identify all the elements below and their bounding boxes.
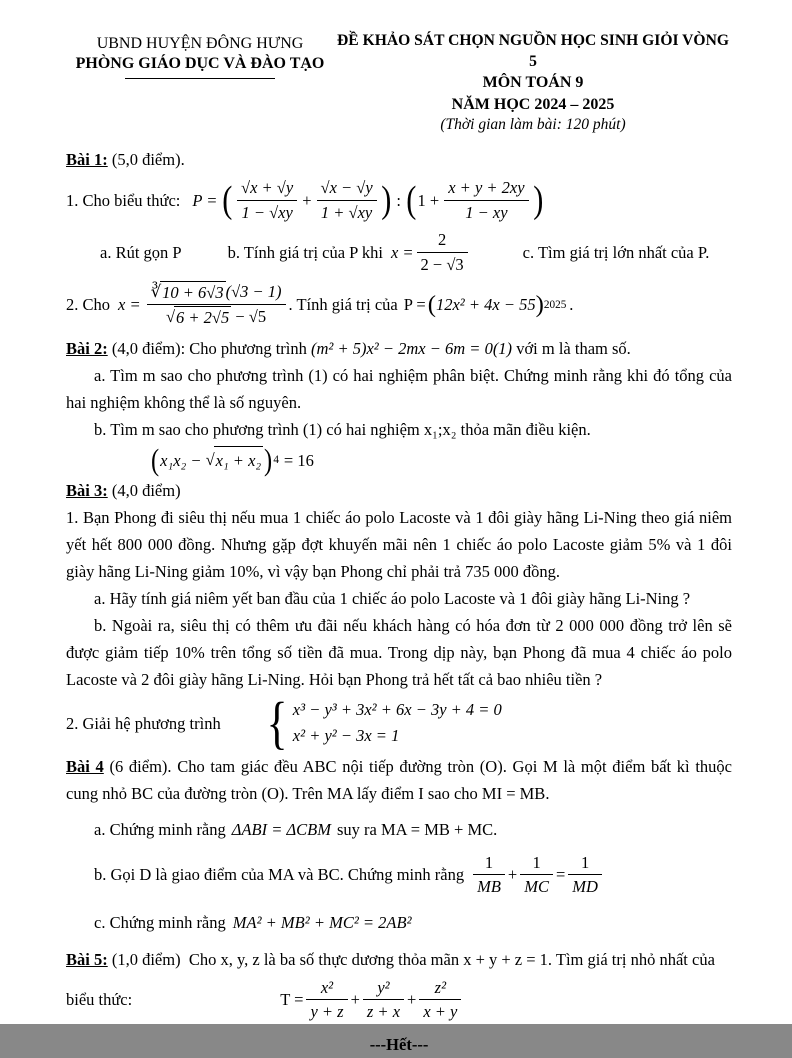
bai4-item-c-row: [66, 909, 732, 936]
cube-root-radicand: ∛ 10 + 6√3: [162, 283, 224, 302]
bai4-heading: [66, 753, 732, 807]
fraction-mb-denominator: MB: [473, 874, 505, 897]
x-fraction-numerator: [147, 281, 286, 304]
fraction-1: [237, 177, 297, 223]
bai2-intro-pre: (4,0 điểm): Cho phương trình: [107, 338, 311, 358]
fraction-y2-numerator: y²: [377, 977, 390, 997]
denominator-tail: − √5: [235, 307, 267, 327]
bai1-item-c: c. Tìm giá trị lớn nhất của P.: [522, 242, 710, 262]
fraction-2-denominator: 1 + √xy: [317, 200, 377, 223]
fraction-x2-numerator: x²: [320, 977, 334, 997]
bai1-heading: [66, 146, 732, 173]
bai2-item-b: b. Tìm m sao cho phương trình (1) có hai nghiệm x₁;x₂ thỏa mãn điều kiện.: [94, 420, 591, 440]
p-power-lhs: P =: [403, 295, 426, 315]
b-fraction-denominator: 2 − √3: [417, 252, 468, 275]
fraction-3-denominator: 1 − xy: [444, 200, 528, 223]
bai2-label: Bài 2:: [66, 338, 108, 358]
fraction-1-denominator: 1 − √xy: [237, 200, 297, 223]
sqrt-radical: [166, 306, 231, 328]
bai5-heading: [66, 946, 732, 973]
bai5-lead: biểu thức:: [66, 990, 133, 1010]
divide-operator: :: [396, 190, 401, 210]
issuing-authority-block: [66, 30, 334, 79]
bai4-item-c-pre: c. Chứng minh rằng: [94, 912, 226, 932]
sqrt-radical: [206, 446, 264, 474]
plus-operator: +: [507, 865, 518, 885]
bai5-label: Bài 5:: [66, 949, 108, 969]
bai1-item-a: a. Rút gọn P: [100, 242, 182, 262]
bai3-system-row: [66, 697, 732, 748]
x-fraction-denominator: [147, 304, 286, 328]
bai4-item-a-pre: a. Chứng minh rằng: [94, 819, 226, 839]
bai2-item-a: a. Tìm m sao cho phương trình (1) có hai nghiệm phân biệt. Chứng minh rằng khi đó tổng của hai nghiệm không thể là số nguyên.: [66, 365, 732, 412]
bai3-item-b: b. Ngoài ra, siêu thị có thêm ưu đãi nếu khách hàng có hóa đơn từ 2 000 000 đồng trở lên sẽ được giảm tiếp 10% trên tổng số tiền đã mua. Trong dịp này, bạn Phong đã mua 4 chiếc áo polo Lacoste và 2 đôi giày hãng Li-Ning. Hỏi bạn Phong trả hết tất cả bao nhiêu tiền ?: [66, 616, 732, 690]
p-equation-lhs: P =: [192, 190, 218, 210]
exam-subject: MÔN TOÁN 9: [482, 74, 584, 92]
fraction-z2: [419, 977, 461, 1023]
fraction-2-numerator: √x − √y: [320, 178, 373, 198]
bai3-q2-intro: 2. Giải hệ phương trình: [66, 713, 221, 733]
fraction-md-numerator: 1: [580, 852, 590, 872]
bai1-q2-mid-text: . Tính giá trị của: [288, 295, 398, 315]
condition-rhs: = 16: [283, 450, 314, 470]
x-equation-lhs: x =: [118, 295, 141, 315]
p-power-base: 12x² + 4x − 55: [435, 295, 536, 315]
fraction-y2: [363, 977, 404, 1023]
bai2-condition-equation: x₁x₂ − √ x₁ + x₂ 4 = 16: [66, 446, 732, 474]
system-lines: [293, 697, 502, 748]
bai4-item-c-math: MA² + MB² + MC² = 2AB²: [232, 912, 412, 932]
bai5-points: (1,0 điểm): [107, 949, 181, 969]
bai1-item-b-fraction: [417, 229, 468, 275]
bai1-item-b-lhs: x =: [390, 242, 414, 262]
plus-operator: +: [407, 990, 417, 1010]
bai4-item-a-row: [66, 816, 732, 843]
fraction-mb: [473, 852, 505, 898]
fraction-1-numerator: √x + √y: [241, 178, 294, 198]
fraction-z2-denominator: x + y: [419, 999, 461, 1022]
bai3-paragraph1: 1. Bạn Phong đi siêu thị nếu mua 1 chiếc áo polo Lacoste và 1 đôi giày hãng Li-Ning theo giá niêm yết hết 800 000 đồng. Nhưng gặp đợt khuyến mãi nên 1 chiếc áo polo Lacoste giảm 5% và 1 đôi giày hãng Li-Ning giảm 10%, vì vậy bạn Phong chỉ phải trả 735 000 đồng.: [66, 508, 732, 582]
fraction-2: [317, 177, 377, 223]
authority-line2: PHÒNG GIÁO DỤC VÀ ĐÀO TẠO: [75, 55, 325, 72]
exam-title-block: [334, 30, 732, 136]
bai1-subitems-row: [66, 229, 732, 275]
sqrt-radicand: √ 6 + 2√5: [176, 308, 230, 328]
bai1-item-b-text: b. Tính giá trị của P khi: [227, 242, 383, 262]
bai1-q1-intro: 1. Cho biểu thức:: [66, 190, 181, 210]
header-divider-rule: [125, 78, 275, 79]
bai3-points: (4,0 điểm): [107, 481, 181, 501]
fraction-x2: [306, 977, 347, 1023]
bai2-intro-post: với m là tham số.: [512, 338, 631, 358]
fraction-mb-numerator: 1: [484, 852, 494, 872]
bai1-q1-equation-row: [66, 177, 732, 223]
exam-title: ĐỀ KHẢO SÁT CHỌN NGUỒN HỌC SINH GIỎI VÒNG 5: [337, 32, 729, 71]
one-plus-text: 1 +: [417, 190, 440, 210]
equation-system: [263, 697, 502, 748]
bai2-equation: (m² + 5)x² − 2mx − 6m = 0(1): [311, 338, 513, 358]
bai1-points: (5,0 điểm).: [107, 150, 185, 170]
bai4-item-a-post: suy ra MA = MB + MC.: [337, 819, 498, 839]
x-value-fraction: [147, 281, 286, 329]
condition-radicand: √ x₁ + x₂: [214, 446, 264, 474]
bai4-label: Bài 4: [66, 756, 104, 776]
fraction-x2-denominator: y + z: [306, 999, 347, 1022]
bai3-item-a: a. Hãy tính giá niêm yết ban đầu của 1 chiếc áo polo Lacoste và 1 đôi giày hãng Li-Ning ?: [94, 589, 691, 609]
plus-operator: +: [350, 990, 360, 1010]
bai4-item-b-pre: b. Gọi D là giao điểm của MA và BC. Chứng minh rằng: [94, 865, 465, 885]
plus-operator: +: [302, 190, 312, 210]
bai1-q2-intro: 2. Cho: [66, 295, 111, 315]
fraction-mc-denominator: MC: [520, 874, 553, 897]
condition-body: x₁x₂ −: [160, 450, 202, 470]
system-line-1: x³ − y³ + 3x² + 6x − 3y + 4 = 0: [292, 700, 502, 720]
bai3-heading: [66, 477, 732, 504]
system-line-2: x² + y² − 3x = 1: [292, 726, 400, 746]
numerator-tail: (√3 − 1): [225, 282, 282, 301]
document-header: [66, 30, 732, 136]
bai5-text: Cho x, y, z là ba số thực dương thỏa mãn x + y + z = 1. Tìm giá trị nhỏ nhất của: [180, 949, 715, 969]
cube-root-radical: [151, 281, 226, 303]
authority-line1: UBND HUYỆN ĐÔNG HƯNG: [96, 35, 304, 52]
equals-operator: =: [555, 865, 566, 885]
fraction-mc: [520, 852, 553, 898]
bai4-intro: (6 điểm). Cho tam giác đều ABC nội tiếp đường tròn (O). Gọi M là một điểm bất kì thuộc cung nhỏ BC của đường tròn (O). Trên MA lấy điểm I sao cho MI = MB.: [66, 756, 732, 803]
fraction-md-denominator: MD: [568, 874, 602, 897]
b-fraction-numerator: 2: [437, 230, 447, 250]
bai3-label: Bài 3:: [66, 481, 108, 501]
end-of-exam-marker: ---Hết---: [369, 1034, 429, 1054]
fraction-3: [444, 177, 528, 223]
bai1-q2-row: 2. Cho x = ∛ 10 + 6√3 (√3 − 1) √ 6 + 2√5 − √5 . Tính giá trị của P = 12x² + 4x − 55 2025 .: [66, 281, 732, 329]
t-equation-lhs: T =: [280, 990, 304, 1010]
fraction-3-numerator: x + y + 2xy: [448, 178, 525, 198]
bai2-heading: [66, 335, 732, 362]
fraction-y2-denominator: z + x: [363, 999, 404, 1022]
fraction-md: [568, 852, 602, 898]
bai1-label: Bài 1:: [66, 150, 108, 170]
sentence-end: .: [569, 295, 574, 315]
exam-duration: (Thời gian làm bài: 120 phút): [440, 116, 626, 134]
fraction-z2-numerator: z²: [434, 977, 447, 997]
bai5-expression-row: [66, 977, 732, 1023]
fraction-mc-numerator: 1: [532, 852, 541, 872]
bai4-item-a-math: ΔABI = ΔCBM: [231, 819, 331, 839]
exam-year: NĂM HỌC 2024 – 2025: [451, 95, 615, 113]
bai4-item-b-row: [66, 852, 732, 898]
